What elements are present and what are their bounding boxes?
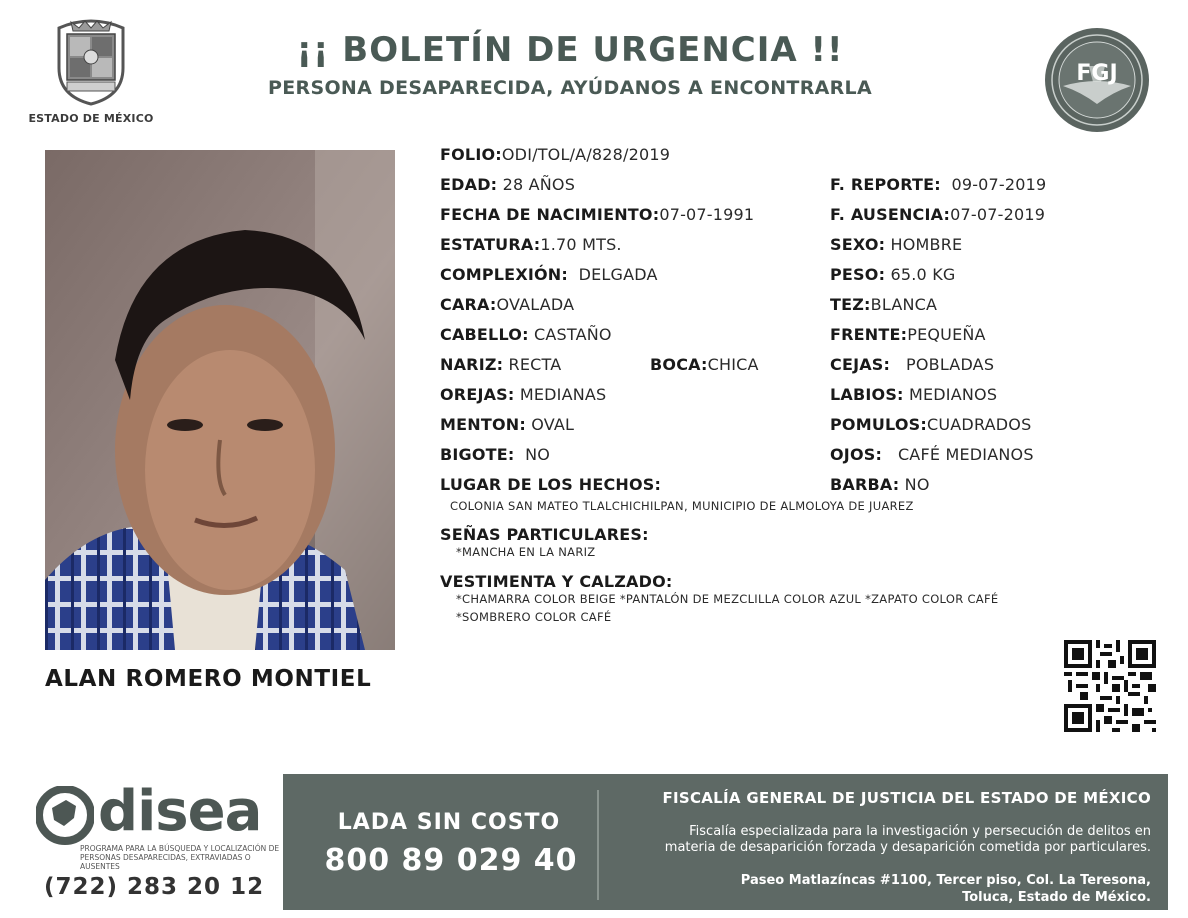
fgj-description-line-2: materia de desaparición forzada y desaparición cometida por particulares. <box>664 840 1151 855</box>
estado-de-mexico-logo <box>28 18 154 130</box>
svg-text:FGJ: FGJ <box>1076 61 1118 86</box>
field-f-ausencia <box>830 205 1045 224</box>
f-ausencia-label: F. AUSENCIA: <box>830 205 951 224</box>
missing-person-photo <box>45 150 395 650</box>
vestimenta-label: VESTIMENTA Y CALZADO: <box>440 572 673 591</box>
portrait-image <box>45 150 395 650</box>
estatura-label: ESTATURA: <box>440 235 541 254</box>
complexion-label: COMPLEXIÓN: <box>440 265 568 284</box>
field-cara <box>440 295 574 314</box>
field-edad <box>440 175 575 194</box>
field-cabello <box>440 325 612 344</box>
cabello-label: CABELLO: <box>440 325 529 344</box>
field-ojos <box>830 445 1034 464</box>
odisea-program-text: PROGRAMA PARA LA BÚSQUEDA Y LOCALIZACIÓN DE PERSONAS DESAPARECIDAS, EXTRAVIADAS O AUSENTES <box>80 844 280 871</box>
peso-value: 65.0 KG <box>890 265 956 284</box>
fecha-nacimiento-value: 07-07-1991 <box>659 205 755 224</box>
peso-label: PESO: <box>830 265 886 284</box>
coat-of-arms-icon <box>51 18 131 106</box>
bulletin-title: ¡¡ BOLETÍN DE URGENCIA !! <box>296 30 844 70</box>
ojos-label: OJOS: <box>830 445 883 464</box>
qr-code[interactable] <box>1064 640 1156 732</box>
lugar-value: COLONIA SAN MATEO TLALCHICHILPAN, MUNICIPIO DE ALMOLOYA DE JUAREZ <box>450 499 914 513</box>
toll-free-title: LADA SIN COSTO <box>337 810 561 835</box>
estatura-value: 1.70 MTS. <box>540 235 622 254</box>
field-sexo <box>830 235 962 254</box>
fgj-logo <box>1043 26 1151 134</box>
field-pomulos <box>830 415 1031 434</box>
field-senas <box>440 525 649 544</box>
frente-label: FRENTE: <box>830 325 908 344</box>
tez-label: TEZ: <box>830 295 871 314</box>
ojos-value: CAFÉ MEDIANOS <box>897 445 1034 464</box>
bigote-label: BIGOTE: <box>440 445 515 464</box>
pomulos-label: POMULOS: <box>830 415 927 434</box>
field-folio <box>440 145 670 164</box>
cabello-value: CASTAÑO <box>533 325 612 344</box>
state-caption: ESTADO DE MÉXICO <box>28 112 154 125</box>
folio-value: ODI/TOL/A/828/2019 <box>501 145 671 164</box>
edad-value: 28 AÑOS <box>502 175 576 194</box>
tez-value: BLANCA <box>870 295 938 314</box>
field-orejas <box>440 385 606 404</box>
fgj-name: FISCALÍA GENERAL DE JUSTICIA DEL ESTADO DE MÉXICO <box>662 789 1151 807</box>
nariz-label: NARIZ: <box>440 355 504 374</box>
toll-free-number[interactable]: 800 89 029 40 <box>324 843 578 878</box>
qr-code-icon <box>1064 640 1156 732</box>
nariz-value: RECTA <box>508 355 562 374</box>
field-menton <box>440 415 574 434</box>
person-name: ALAN ROMERO MONTIEL <box>45 666 372 692</box>
fgj-description-line-1: Fiscalía especializada para la investigación y persecución de delitos en <box>689 824 1151 839</box>
boca-value: CHICA <box>707 355 759 374</box>
f-ausencia-value: 07-07-2019 <box>950 205 1046 224</box>
f-reporte-value: 09-07-2019 <box>951 175 1047 194</box>
odisea-wordmark: disea <box>98 779 262 844</box>
field-barba <box>830 475 930 494</box>
odisea-logo <box>36 779 280 912</box>
field-cejas <box>830 355 994 374</box>
vestimenta-line-1: *CHAMARRA COLOR BEIGE *PANTALÓN DE MEZCLILLA COLOR AZUL *ZAPATO COLOR CAFÉ <box>456 592 999 606</box>
fgj-address <box>605 872 1151 906</box>
frente-value: PEQUEÑA <box>907 325 986 344</box>
cejas-value: POBLADAS <box>906 355 995 374</box>
field-f-reporte <box>830 175 1046 194</box>
address-line-2: Toluca, Estado de México. <box>962 890 1151 905</box>
cejas-label: CEJAS: <box>830 355 891 374</box>
footer-divider <box>597 790 599 900</box>
cara-label: CARA: <box>440 295 497 314</box>
menton-value: OVAL <box>531 415 575 434</box>
barba-value: NO <box>904 475 930 494</box>
complexion-value: DELGADA <box>578 265 658 284</box>
boca-label: BOCA: <box>650 355 708 374</box>
orejas-value: MEDIANAS <box>519 385 607 404</box>
field-boca <box>650 355 759 374</box>
field-labios <box>830 385 997 404</box>
sexo-value: HOMBRE <box>890 235 963 254</box>
field-nariz <box>440 355 561 374</box>
bulletin-subtitle: PERSONA DESAPARECIDA, AYÚDANOS A ENCONTRARLA <box>268 77 872 99</box>
edad-label: EDAD: <box>440 175 498 194</box>
fecha-nacimiento-label: FECHA DE NACIMIENTO: <box>440 205 660 224</box>
cara-value: OVALADA <box>496 295 575 314</box>
orejas-label: OREJAS: <box>440 385 515 404</box>
sexo-label: SEXO: <box>830 235 886 254</box>
field-estatura <box>440 235 622 254</box>
pomulos-value: CUADRADOS <box>927 415 1032 434</box>
vestimenta-line-2: *SOMBRERO COLOR CAFÉ <box>456 610 612 624</box>
odisea-pin-icon <box>36 786 94 846</box>
field-vestimenta <box>440 572 673 591</box>
senas-value: *MANCHA EN LA NARIZ <box>456 545 596 559</box>
labios-label: LABIOS: <box>830 385 904 404</box>
menton-label: MENTON: <box>440 415 526 434</box>
bigote-value: NO <box>525 445 551 464</box>
field-bigote <box>440 445 550 464</box>
field-peso <box>830 265 956 284</box>
fgj-seal-icon <box>1043 26 1151 134</box>
labios-value: MEDIANOS <box>908 385 998 404</box>
folio-label: FOLIO: <box>440 145 502 164</box>
senas-label: SEÑAS PARTICULARES: <box>440 525 649 544</box>
address-line-1: Paseo Matlazíncas #1100, Tercer piso, Col. La Teresona, <box>740 873 1151 888</box>
field-tez <box>830 295 937 314</box>
field-frente <box>830 325 986 344</box>
odisea-phone[interactable]: (722) 283 20 12 <box>44 874 265 900</box>
field-complexion <box>440 265 658 284</box>
f-reporte-label: F. REPORTE: <box>830 175 941 194</box>
field-fecha-nacimiento <box>440 205 754 224</box>
field-lugar <box>440 475 661 494</box>
barba-label: BARBA: <box>830 475 900 494</box>
fgj-description <box>605 824 1151 856</box>
lugar-label: LUGAR DE LOS HECHOS: <box>440 475 662 494</box>
